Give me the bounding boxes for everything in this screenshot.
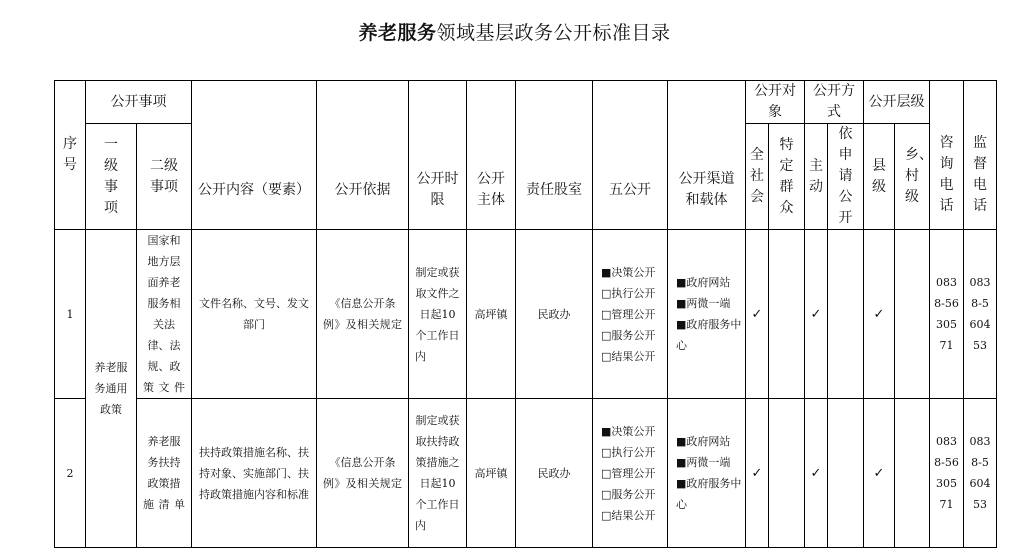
row-supervise: 0838-560453 bbox=[964, 399, 997, 548]
row-method-request bbox=[828, 399, 864, 548]
row-basis: 《信息公开条例》及相关规定 bbox=[317, 230, 409, 399]
header-subject: 公开主体 bbox=[467, 81, 516, 230]
channel-item: ■两微一端 bbox=[676, 456, 731, 469]
row-consult: 0838-5630571 bbox=[930, 399, 964, 548]
row-target-specific bbox=[769, 230, 805, 399]
level1-shared: 养老服务通用政策 bbox=[86, 230, 137, 548]
row-level2: 养老服务扶持政策措施清单 bbox=[137, 399, 192, 548]
header-level-town: 乡、村级 bbox=[895, 124, 930, 230]
row-basis: 《信息公开条例》及相关规定 bbox=[317, 399, 409, 548]
five-item: □管理公开 bbox=[601, 307, 656, 321]
five-item: □结果公开 bbox=[601, 349, 656, 363]
header-supervise: 监督电话 bbox=[964, 81, 997, 230]
row-method-active: ✓ bbox=[805, 399, 828, 548]
title-bold: 养老服务 bbox=[358, 22, 437, 44]
row-seq: 2 bbox=[55, 399, 86, 548]
row-channels bbox=[668, 399, 746, 548]
table-row bbox=[55, 230, 997, 399]
header-consult: 咨询电话 bbox=[930, 81, 964, 230]
row-target-all: ✓ bbox=[746, 230, 769, 399]
row-dept: 民政办 bbox=[516, 230, 593, 399]
row-subject: 高坪镇 bbox=[467, 230, 516, 399]
header-level-group: 公开层级 bbox=[864, 81, 930, 124]
row-supervise: 0838-560453 bbox=[964, 230, 997, 399]
header-content: 公开内容（要素） bbox=[192, 81, 317, 230]
header-time: 公开时限 bbox=[409, 81, 467, 230]
row-content: 扶持政策措施名称、扶持对象、实施部门、扶持政策措施内容和标准 bbox=[192, 399, 317, 548]
row-level2: 国家和地方层面养老服务相关法律、法规、政策文件 bbox=[137, 230, 192, 399]
header-items-group: 公开事项 bbox=[86, 81, 192, 124]
title-rest: 领域基层政务公开标准目录 bbox=[436, 22, 671, 44]
row-target-specific bbox=[769, 399, 805, 548]
row-method-request bbox=[828, 230, 864, 399]
row-level-county: ✓ bbox=[864, 230, 895, 399]
header-channel: 公开渠道和载体 bbox=[668, 81, 746, 230]
channel-item: ■政府服务中心 bbox=[676, 318, 742, 352]
row-content: 文件名称、文号、发文部门 bbox=[192, 230, 317, 399]
five-item: □执行公开 bbox=[601, 445, 656, 459]
five-item: ■决策公开 bbox=[601, 265, 656, 279]
channel-item: ■政府网站 bbox=[676, 276, 731, 289]
row-five bbox=[593, 399, 668, 548]
header-method-group: 公开方式 bbox=[805, 81, 864, 124]
page-title bbox=[0, 20, 1029, 46]
row-subject: 高坪镇 bbox=[467, 399, 516, 548]
row-channels bbox=[668, 230, 746, 399]
row-time: 制定或获取扶持政策措施之日起10个工作日内 bbox=[409, 399, 467, 548]
row-level-town bbox=[895, 230, 930, 399]
row-dept: 民政办 bbox=[516, 399, 593, 548]
header-method-request: 依申请公开 bbox=[828, 124, 864, 230]
row-time: 制定或获取文件之日起10个工作日内 bbox=[409, 230, 467, 399]
row-five bbox=[593, 230, 668, 399]
row-target-all: ✓ bbox=[746, 399, 769, 548]
five-item: □执行公开 bbox=[601, 286, 656, 300]
row-level-county: ✓ bbox=[864, 399, 895, 548]
five-item: □管理公开 bbox=[601, 466, 656, 480]
row-level-town bbox=[895, 399, 930, 548]
row-consult: 0838-5630571 bbox=[930, 230, 964, 399]
header-level1: 一级事项 bbox=[86, 124, 137, 230]
header-target-all: 全社会 bbox=[746, 124, 769, 230]
header-target-specific: 特定群众 bbox=[769, 124, 805, 230]
channel-item: ■政府网站 bbox=[676, 435, 731, 448]
five-item: □服务公开 bbox=[601, 487, 656, 501]
row-method-active: ✓ bbox=[805, 230, 828, 399]
row-seq: 1 bbox=[55, 230, 86, 399]
table-row bbox=[55, 399, 997, 548]
five-item: □结果公开 bbox=[601, 508, 656, 522]
header-dept: 责任股室 bbox=[516, 81, 593, 230]
catalog-table bbox=[54, 80, 997, 548]
header-seq: 序号 bbox=[55, 81, 86, 230]
five-item: ■决策公开 bbox=[601, 424, 656, 438]
header-method-active: 主动 bbox=[805, 124, 828, 230]
five-item: □服务公开 bbox=[601, 328, 656, 342]
channel-item: ■两微一端 bbox=[676, 297, 731, 310]
header-basis: 公开依据 bbox=[317, 81, 409, 230]
header-five: 五公开 bbox=[593, 81, 668, 230]
header-level-county: 县级 bbox=[864, 124, 895, 230]
header-target-group: 公开对象 bbox=[746, 81, 805, 124]
channel-item: ■政府服务中心 bbox=[676, 477, 742, 511]
header-level2: 二级事项 bbox=[137, 124, 192, 230]
